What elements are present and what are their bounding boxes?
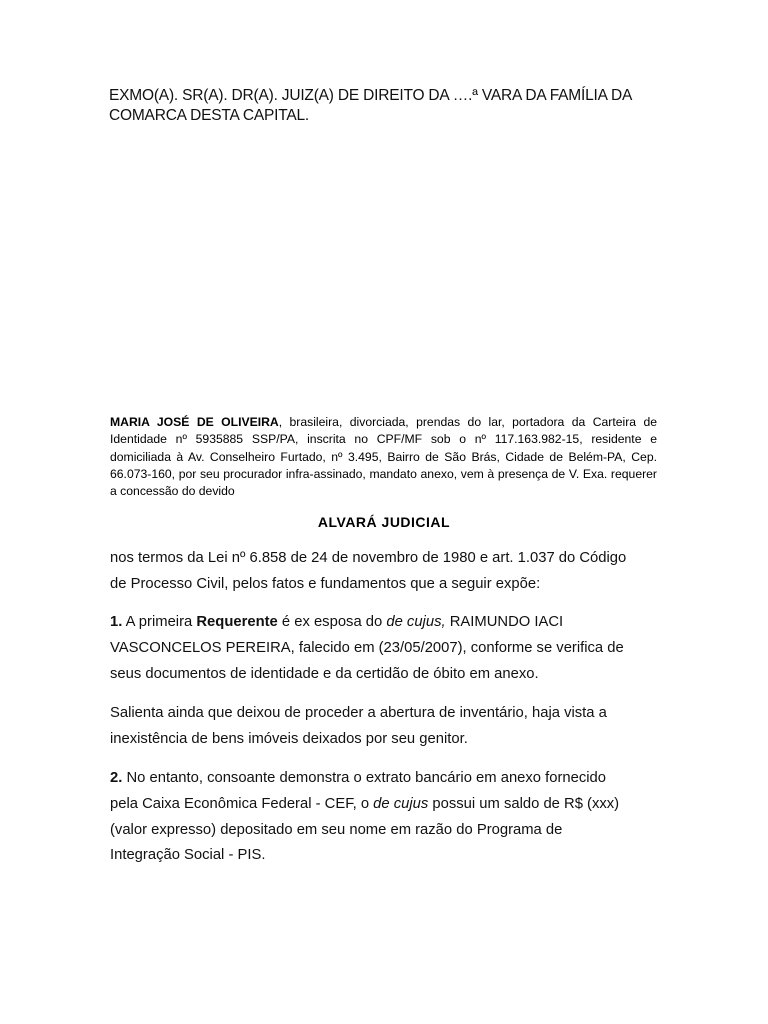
petitioner-name: MARIA JOSÉ DE OLIVEIRA bbox=[110, 415, 279, 429]
fact-2-text-2a: pela Caixa Econômica Federal - CEF, o bbox=[110, 795, 374, 812]
inventory-line-1: Salienta ainda que deixou de proceder a abertura de inventário, haja vista a bbox=[110, 705, 607, 721]
header-line-2: COMARCA DESTA CAPITAL. bbox=[109, 107, 310, 124]
requerente-label: Requerente bbox=[196, 614, 278, 630]
legal-basis-line-1: nos termos da Lei nº 6.858 de 24 de novembro de 1980 e art. 1.037 do Código bbox=[110, 550, 627, 566]
header-line-1: EXMO(A). SR(A). DR(A). JUIZ(A) DE DIREITO DA ….ª VARA DA FAMÍLIA DA bbox=[109, 87, 633, 104]
deceased-name-start: RAIMUNDO IACI bbox=[445, 614, 564, 630]
fact-1-line-2: VASCONCELOS PEREIRA, falecido em (23/05/2007), conforme se verifica de bbox=[110, 639, 624, 656]
fact-1-text-b: é ex esposa do bbox=[277, 614, 387, 630]
party-qualification-paragraph bbox=[110, 414, 657, 500]
de-cujus-term-2: de cujus bbox=[373, 795, 429, 812]
legal-basis-paragraph bbox=[110, 546, 670, 598]
fact-2-text-1: No entanto, consoante demonstra o extrato bancário em anexo fornecido bbox=[122, 770, 607, 786]
paragraph-number: 1. bbox=[110, 614, 123, 630]
fact-paragraph-2 bbox=[110, 766, 670, 869]
fact-1-text-a: A primeira bbox=[122, 614, 197, 630]
fact-2-text-2b: possui um saldo de R$ (xxx) bbox=[428, 795, 620, 812]
fact-2-line-4: Integração Social - PIS. bbox=[110, 847, 266, 864]
fact-2-line-3: (valor expresso) depositado em seu nome em razão do Programa de bbox=[110, 821, 563, 838]
paragraph-number-2: 2. bbox=[110, 770, 123, 786]
document-title: ALVARÁ JUDICIAL bbox=[317, 514, 451, 530]
inventory-line-2: inexistência de bens imóveis deixados por seu genitor. bbox=[110, 730, 468, 747]
fact-2-line-1 bbox=[110, 766, 670, 792]
qualification-text: , brasileira, divorciada, prendas do lar, portadora da Carteira de Identidade nº 5935885 SSP/PA, inscrita no CPF/MF sob o nº 117.163.982-15, residente e domiciliada à Av. Conselheiro Furtado, nº 3.495, Bairro de São Brás, Cidade de Belém-PA, Cep. 66.073-160, por seu procurador infra-assinado, mandato anexo, vem à presença de V. Exa. requerer a concessão do devido bbox=[110, 415, 658, 499]
fact-2-line-2 bbox=[110, 792, 670, 818]
fact-paragraph-1 bbox=[110, 610, 670, 687]
court-address-header bbox=[109, 86, 669, 126]
legal-basis-line-2: de Processo Civil, pelos fatos e fundamentos que a seguir expõe: bbox=[110, 575, 541, 592]
de-cujus-term: de cujus, bbox=[386, 614, 446, 630]
fact-paragraph-inventory bbox=[110, 701, 670, 753]
fact-1-line-3: seus documentos de identidade e da certidão de óbito em anexo. bbox=[110, 665, 539, 682]
fact-1-line-1 bbox=[110, 610, 670, 636]
